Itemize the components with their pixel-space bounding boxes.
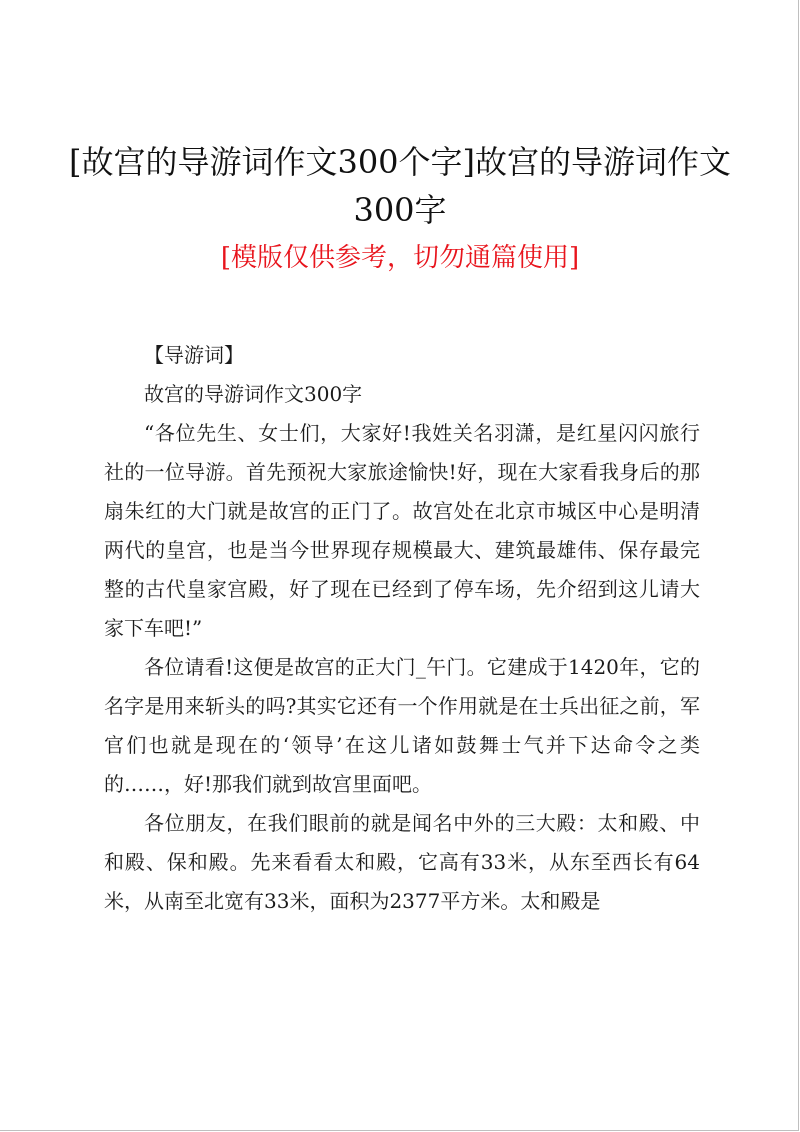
essay-heading: 故宫的导游词作文300字 (144, 382, 363, 406)
body-paragraph: “各位先生、女士们，大家好!我姓关名羽潇，是红星闪闪旅行社的一位导游。首先预祝大家旅途愉快!好，现在大家看我身后的那扇朱红的大门就是故宫的正门了。故宫处在北京市城区中心是明清两代的皇宫，也是当今世界现存规模最大、建筑最雄伟、保存最完整的古代皇家宫殿，好了现在已经到了停车场，先介绍到这儿请大家下车吧!” (104, 421, 700, 640)
document-title: [故宫的导游词作文300个字]故宫的导游词作文300字 (68, 143, 732, 229)
section-heading: 【导游词】 (144, 343, 244, 367)
document-body (104, 336, 700, 921)
body-paragraph: 各位朋友，在我们眼前的就是闻名中外的三大殿：太和殿、中和殿、保和殿。先来看看太和殿，它高有33米，从东至西长有64米，从南至北宽有33米，面积为2377平方米。太和殿是 (104, 811, 700, 913)
body-paragraph: 各位请看!这便是故宫的正大门_午门。它建成于1420年，它的名字是用来斩头的吗?其实它还有一个作用就是在士兵出征之前，军官们也就是现在的‘领导’在这儿诸如鼓舞士气并下达命令之类的……，好!那我们就到故宫里面吧。 (104, 655, 700, 796)
template-notice: [模版仅供参考，切勿通篇使用] (220, 243, 580, 273)
